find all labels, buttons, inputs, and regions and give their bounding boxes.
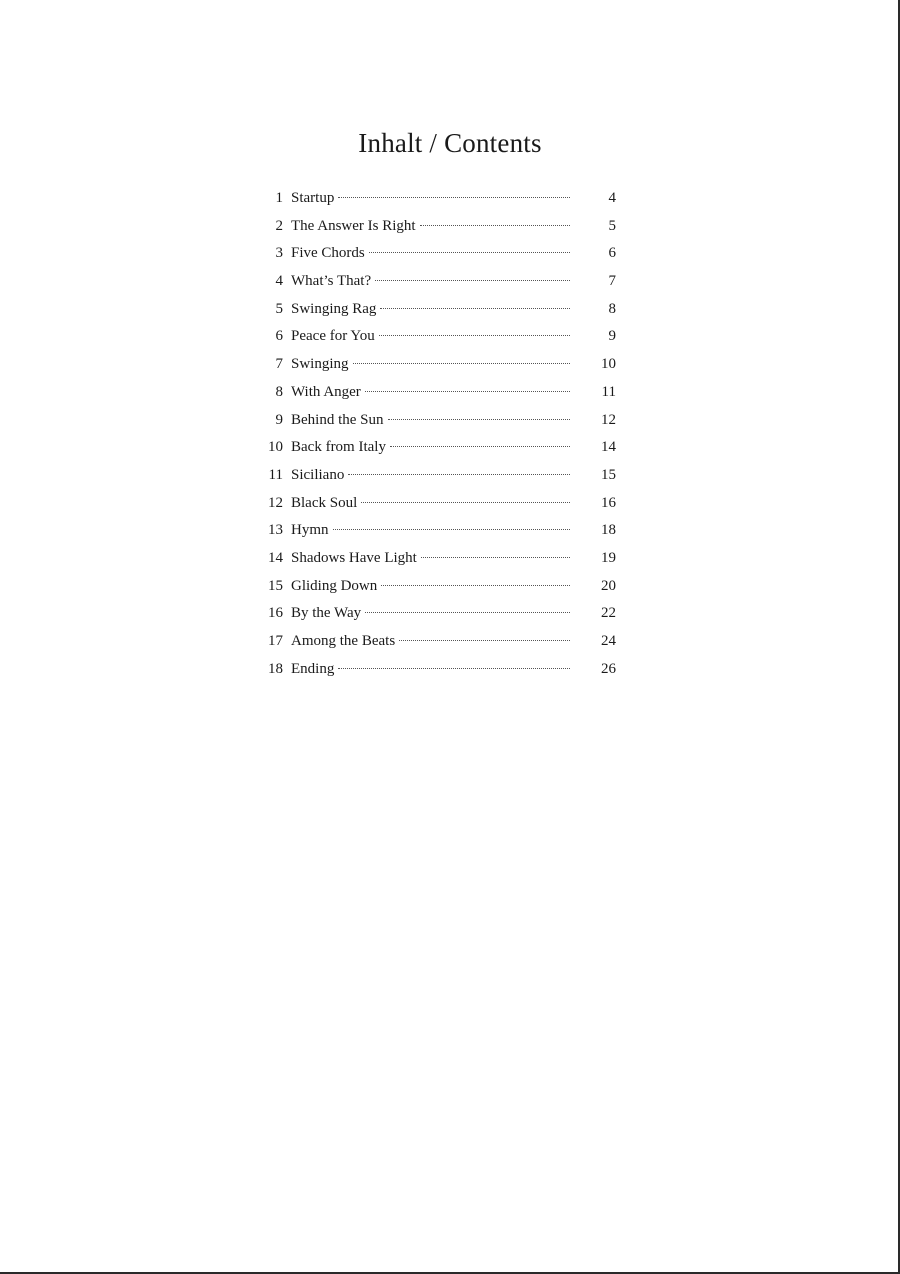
toc-leader-dots <box>399 640 570 641</box>
toc-entry-number: 4 <box>275 273 283 290</box>
toc-entry[interactable] <box>262 462 622 490</box>
toc-entry-number: 9 <box>275 411 283 428</box>
toc-entry-page: 14 <box>601 439 616 456</box>
toc-entry-page: 5 <box>608 217 616 234</box>
toc-entry-number: 7 <box>275 356 283 373</box>
toc-leader-dots <box>375 280 570 281</box>
toc-entry[interactable] <box>262 490 622 518</box>
toc-entry[interactable] <box>262 240 622 268</box>
toc-entry-page: 4 <box>608 190 616 206</box>
toc-entry-title: Back from Italy <box>291 439 386 456</box>
toc-entry-number: 8 <box>275 383 283 400</box>
toc-entry-page: 11 <box>601 383 616 400</box>
toc-entry-title: Peace for You <box>291 328 375 345</box>
toc-entry-number: 14 <box>268 549 283 566</box>
toc-entry[interactable] <box>262 573 622 601</box>
toc-entry[interactable] <box>262 296 622 324</box>
toc-entry-title: Hymn <box>291 522 329 539</box>
toc-leader-dots <box>338 668 570 669</box>
toc-entry-number: 18 <box>268 660 283 677</box>
toc-entry-title: Shadows Have Light <box>291 549 417 566</box>
toc-leader-dots <box>390 446 570 447</box>
toc-entry[interactable] <box>262 600 622 628</box>
toc-entry-page: 8 <box>608 300 616 317</box>
toc-entry-page: 7 <box>608 273 616 290</box>
toc-entry-number: 11 <box>268 466 283 483</box>
toc-entry-title: Siciliano <box>291 466 345 483</box>
toc-entry-page: 10 <box>601 356 616 373</box>
toc-entry[interactable] <box>262 185 622 213</box>
toc-leader-dots <box>381 585 570 586</box>
toc-leader-dots <box>333 529 571 530</box>
toc-entry-number: 10 <box>268 439 283 456</box>
toc-entry[interactable] <box>262 379 622 407</box>
toc-entry-number: 16 <box>268 605 283 622</box>
toc-entry-number: 1 <box>275 190 283 206</box>
toc-entry[interactable] <box>262 545 622 573</box>
toc-entry-title: Among the Beats <box>291 633 396 649</box>
toc-entry-number: 2 <box>275 217 283 234</box>
toc-entry[interactable] <box>262 434 622 462</box>
toc-entry[interactable] <box>262 656 622 684</box>
toc-entry-title: Startup <box>291 190 335 206</box>
toc-entry-page: 16 <box>601 494 616 511</box>
toc-entry[interactable] <box>262 351 622 379</box>
toc-leader-dots <box>379 335 570 336</box>
toc-entry-page: 9 <box>608 328 616 345</box>
toc-leader-dots <box>380 308 570 309</box>
toc-entry-title: The Answer Is Right <box>291 217 416 234</box>
toc-entry-number: 15 <box>268 577 283 594</box>
toc-entry-title: Swinging <box>291 356 349 373</box>
toc-entry-title: Black Soul <box>291 494 358 511</box>
toc-entry-page: 22 <box>601 605 616 622</box>
toc-leader-dots <box>338 197 570 198</box>
toc-leader-dots <box>353 363 570 364</box>
toc-leader-dots <box>388 419 571 420</box>
toc-entry[interactable] <box>262 323 622 351</box>
toc-entry-title: Behind the Sun <box>291 411 384 428</box>
table-of-contents <box>262 185 622 683</box>
toc-entry-page: 19 <box>601 549 616 566</box>
toc-leader-dots <box>421 557 570 558</box>
toc-entry-title: What’s That? <box>291 273 372 290</box>
toc-entry-title: With Anger <box>291 383 361 400</box>
toc-leader-dots <box>365 391 570 392</box>
toc-entry-page: 6 <box>608 245 616 262</box>
toc-entry-page: 12 <box>601 411 616 428</box>
toc-leader-dots <box>420 225 570 226</box>
toc-entry-number: 6 <box>275 328 283 345</box>
toc-entry[interactable] <box>262 517 622 545</box>
toc-entry-page: 24 <box>601 633 616 649</box>
toc-entry-number: 13 <box>268 522 283 539</box>
toc-leader-dots <box>369 252 570 253</box>
toc-entry-title: Swinging Rag <box>291 300 377 317</box>
toc-entry-title: Ending <box>291 660 335 677</box>
toc-entry[interactable] <box>262 213 622 241</box>
toc-entry-title: Five Chords <box>291 245 365 262</box>
toc-entry-number: 17 <box>268 633 283 649</box>
toc-entry-page: 15 <box>601 466 616 483</box>
toc-entry-number: 5 <box>275 300 283 317</box>
toc-leader-dots <box>361 502 570 503</box>
toc-entry-page: 20 <box>601 577 616 594</box>
toc-leader-dots <box>365 612 570 613</box>
toc-entry-number: 12 <box>268 494 283 511</box>
toc-entry-number: 3 <box>275 245 283 262</box>
toc-entry-title: Gliding Down <box>291 577 378 594</box>
page-title: Inhalt / Contents <box>358 128 542 158</box>
toc-entry-page: 26 <box>601 660 616 677</box>
toc-entry[interactable] <box>262 628 622 656</box>
toc-entry[interactable] <box>262 268 622 296</box>
toc-entry[interactable] <box>262 407 622 435</box>
toc-entry-page: 18 <box>601 522 616 539</box>
toc-entry-title: By the Way <box>291 605 362 622</box>
toc-leader-dots <box>348 474 570 475</box>
